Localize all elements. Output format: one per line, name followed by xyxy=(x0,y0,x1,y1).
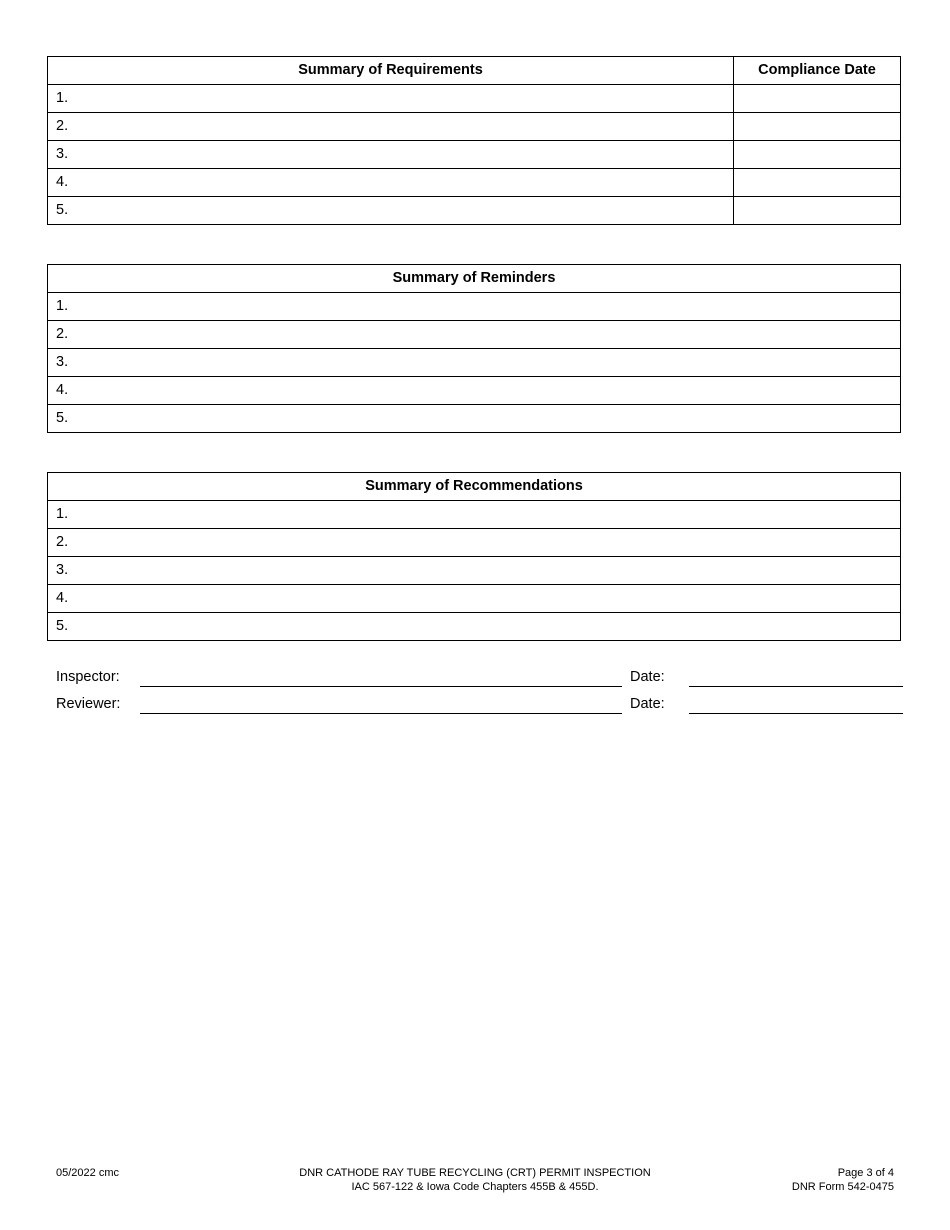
reminders-table xyxy=(47,264,901,433)
recommendation-item-4[interactable]: 4. xyxy=(48,585,901,613)
compliance-date-header: Compliance Date xyxy=(734,57,901,85)
recommendations-header: Summary of Recommendations xyxy=(48,473,901,501)
reviewer-label: Reviewer: xyxy=(56,696,121,712)
table-row xyxy=(48,613,901,641)
inspector-signature-line[interactable] xyxy=(140,686,622,687)
requirement-item-2[interactable]: 2. xyxy=(48,113,734,141)
compliance-date-cell-5[interactable] xyxy=(734,197,901,225)
footer-title xyxy=(275,1166,675,1194)
compliance-date-cell-2[interactable] xyxy=(734,113,901,141)
compliance-date-cell-1[interactable] xyxy=(734,85,901,113)
footer-revision: 05/2022 cmc xyxy=(56,1167,119,1179)
requirements-header: Summary of Requirements xyxy=(48,57,734,85)
inspector-label: Inspector: xyxy=(56,669,120,685)
footer-page-info xyxy=(694,1166,894,1194)
table-row xyxy=(48,529,901,557)
requirement-item-4[interactable]: 4. xyxy=(48,169,734,197)
inspector-date-label: Date: xyxy=(630,669,665,685)
footer-form-number: DNR Form 542-0475 xyxy=(791,1181,894,1193)
table-row xyxy=(48,349,901,377)
recommendations-header-row xyxy=(48,473,901,501)
recommendations-table xyxy=(47,472,901,641)
table-row xyxy=(48,169,901,197)
footer-title-line2: IAC 567-122 & Iowa Code Chapters 455B & 455D. xyxy=(351,1181,599,1193)
table-row xyxy=(48,197,901,225)
footer-page-number: Page 3 of 4 xyxy=(837,1167,894,1179)
inspector-date-line[interactable] xyxy=(689,686,903,687)
requirements-header-row xyxy=(48,57,901,85)
reminder-item-2[interactable]: 2. xyxy=(48,321,901,349)
table-row xyxy=(48,501,901,529)
table-row xyxy=(48,141,901,169)
recommendation-item-5[interactable]: 5. xyxy=(48,613,901,641)
reminder-item-5[interactable]: 5. xyxy=(48,405,901,433)
table-row xyxy=(48,85,901,113)
compliance-date-cell-3[interactable] xyxy=(734,141,901,169)
table-row xyxy=(48,377,901,405)
reviewer-date-label: Date: xyxy=(630,696,665,712)
requirement-item-3[interactable]: 3. xyxy=(48,141,734,169)
table-row xyxy=(48,557,901,585)
table-row xyxy=(48,113,901,141)
compliance-date-cell-4[interactable] xyxy=(734,169,901,197)
recommendation-item-2[interactable]: 2. xyxy=(48,529,901,557)
reminder-item-3[interactable]: 3. xyxy=(48,349,901,377)
table-row xyxy=(48,321,901,349)
table-row xyxy=(48,293,901,321)
requirement-item-5[interactable]: 5. xyxy=(48,197,734,225)
reminder-item-4[interactable]: 4. xyxy=(48,377,901,405)
requirements-table xyxy=(47,56,901,225)
reminder-item-1[interactable]: 1. xyxy=(48,293,901,321)
reviewer-signature-line[interactable] xyxy=(140,713,622,714)
requirement-item-1[interactable]: 1. xyxy=(48,85,734,113)
reminders-header-row xyxy=(48,265,901,293)
footer-title-line1: DNR CATHODE RAY TUBE RECYCLING (CRT) PERMIT INSPECTION xyxy=(299,1167,651,1179)
reviewer-date-line[interactable] xyxy=(689,713,903,714)
reminders-header: Summary of Reminders xyxy=(48,265,901,293)
recommendation-item-3[interactable]: 3. xyxy=(48,557,901,585)
table-row xyxy=(48,405,901,433)
table-row xyxy=(48,585,901,613)
recommendation-item-1[interactable]: 1. xyxy=(48,501,901,529)
